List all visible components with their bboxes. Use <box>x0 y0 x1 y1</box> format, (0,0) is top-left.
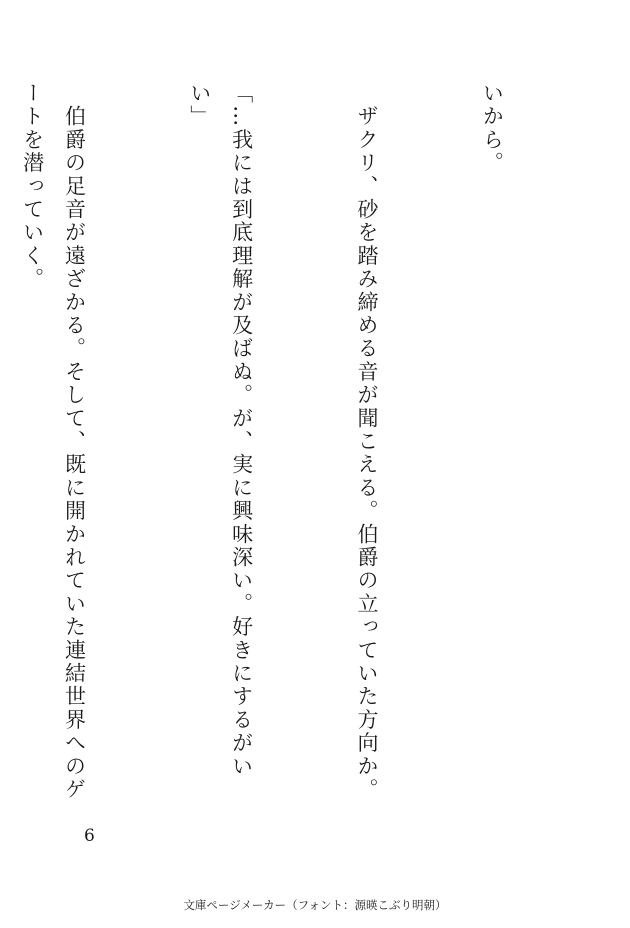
footer-credit: 文庫ページメーカー（フォント：源暎こぶり明朝） <box>183 898 447 912</box>
paragraph: 「…我には到底理解が及ばぬ。が、実に興味深い。好きにするがいい」 <box>187 82 254 778</box>
paragraph: ザクリ、砂を踏み締める音が聞こえる。伯爵の立っていた方向か。 <box>355 82 380 802</box>
page-number: 6 <box>84 826 95 846</box>
paragraph: いから。 <box>480 82 505 175</box>
vertical-body-text <box>20 82 596 802</box>
paragraph: 伯爵の足音が遠ざかる。そして、既に開かれていた連結世界へのゲートを潜っていく。 <box>20 82 87 802</box>
